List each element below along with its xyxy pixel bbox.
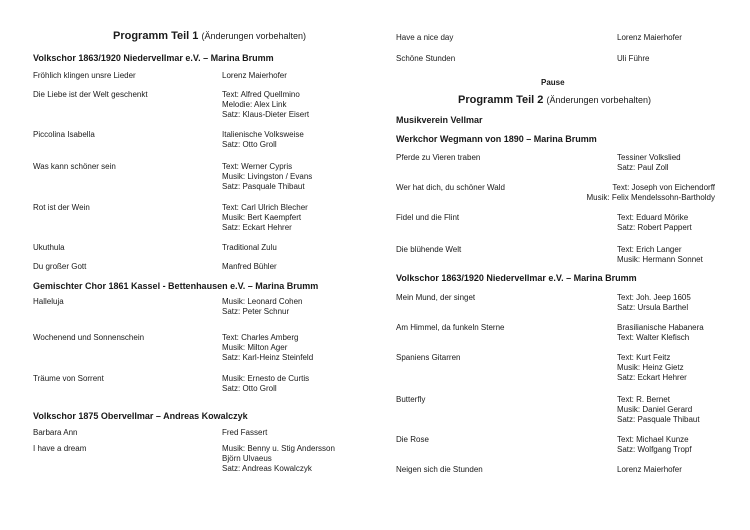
song-credits: Text: Erich Langer Musik: Hermann Sonnet [617, 245, 703, 264]
pause-label: Pause [541, 78, 565, 87]
song-title: Die Rose [396, 435, 429, 444]
song-credits: Brasilianische Habanera Text: Walter Klefisch [617, 323, 704, 342]
song-title: Neigen sich die Stunden [396, 465, 483, 474]
section-heading: Musikverein Vellmar [396, 115, 483, 125]
song-credits: Text: R. Bernet Musik: Daniel Gerard Satz: Pasquale Thibaut [617, 395, 700, 424]
song-credit: Lorenz Maierhofer [617, 465, 682, 474]
section-heading: Volkschor 1863/1920 Niedervellmar e.V. – Marina Brumm [33, 53, 274, 63]
section-heading: Gemischter Chor 1861 Kassel - Bettenhausen e.V. – Marina Brumm [33, 281, 319, 291]
song-credits: Text: Joseph von Eichendorff Musik: Felix Mendelssohn-Bartholdy [586, 183, 715, 202]
program-part2-title: Programm Teil 2 (Änderungen vorbehalten) [458, 94, 652, 106]
song-title: Pferde zu Vieren traben [396, 153, 481, 162]
song-title: Wochenend und Sonnenschein [33, 333, 145, 342]
song-credits: Text: Werner Cypris Musik: Livingston / Evans Satz: Pasquale Thibaut [222, 162, 313, 191]
section-heading: Volkschor 1863/1920 Niedervellmar e.V. – Marina Brumm [396, 273, 637, 283]
song-title: Spaniens Gitarren [396, 353, 461, 362]
song-credit: Lorenz Maierhofer [222, 71, 287, 80]
song-credits: Text: Kurt Feitz Musik: Heinz Gietz Satz: Eckart Hehrer [617, 353, 687, 382]
song-credit: Traditional Zulu [222, 243, 277, 252]
song-title: Wer hat dich, du schöner Wald [396, 183, 505, 192]
song-credits: Italienische Volksweise Satz: Otto Groll [222, 130, 304, 149]
song-title: Rot ist der Wein [33, 203, 90, 212]
song-credits: Text: Charles Amberg Musik: Milton Ager Satz: Karl-Heinz Steinfeld [222, 333, 314, 362]
song-title: Träume von Sorrent [33, 374, 104, 383]
song-title: Fröhlich klingen unsre Lieder [33, 71, 136, 80]
song-title: Halleluja [33, 297, 64, 306]
song-title: Fidel und die Flint [396, 213, 460, 222]
song-title: Mein Mund, der singet [396, 293, 476, 302]
song-title: Die blühende Welt [396, 245, 462, 254]
song-credits: Tessiner Volkslied Satz: Paul Zoll [617, 153, 681, 172]
song-credits: Musik: Benny u. Stig Andersson Björn Ulvaeus Satz: Andreas Kowalczyk [222, 444, 335, 473]
song-credits: Text: Eduard Mörike Satz: Robert Pappert [617, 213, 692, 232]
song-title: I have a dream [33, 444, 87, 453]
song-credits: Musik: Ernesto de Curtis Satz: Otto Groll [222, 374, 310, 393]
song-credits: Text: Alfred Quellmino Melodie: Alex Link Satz: Klaus-Dieter Eisert [222, 90, 310, 119]
song-title: Was kann schöner sein [33, 162, 116, 171]
song-credit: Fred Fassert [222, 428, 268, 437]
song-credits: Text: Joh. Jeep 1605 Satz: Ursula Barthel [617, 293, 691, 312]
song-title: Am Himmel, da funkeln Sterne [396, 323, 505, 332]
song-title: Butterfly [396, 395, 426, 404]
song-title: Die Liebe ist der Welt geschenkt [33, 90, 148, 99]
section-heading: Werkchor Wegmann von 1890 – Marina Brumm [396, 134, 597, 144]
song-title: Barbara Ann [33, 428, 78, 437]
song-credit: Uli Führe [617, 54, 650, 63]
song-credit: Manfred Bühler [222, 262, 277, 271]
program-part1-title: Programm Teil 1 (Änderungen vorbehalten) [113, 30, 307, 42]
section-heading: Volkschor 1875 Obervellmar – Andreas Kowalczyk [33, 411, 248, 421]
song-title: Have a nice day [396, 33, 454, 42]
song-title: Piccolina Isabella [33, 130, 95, 139]
song-credits: Text: Michael Kunze Satz: Wolfgang Tropf [617, 435, 692, 454]
song-title: Schöne Stunden [396, 54, 456, 63]
song-credit: Lorenz Maierhofer [617, 33, 682, 42]
song-credits: Text: Carl Ulrich Blecher Musik: Bert Kaempfert Satz: Eckart Hehrer [222, 203, 308, 232]
song-title: Du großer Gott [33, 262, 87, 271]
song-title: Ukuthula [33, 243, 65, 252]
song-credits: Musik: Leonard Cohen Satz: Peter Schnur [222, 297, 303, 316]
